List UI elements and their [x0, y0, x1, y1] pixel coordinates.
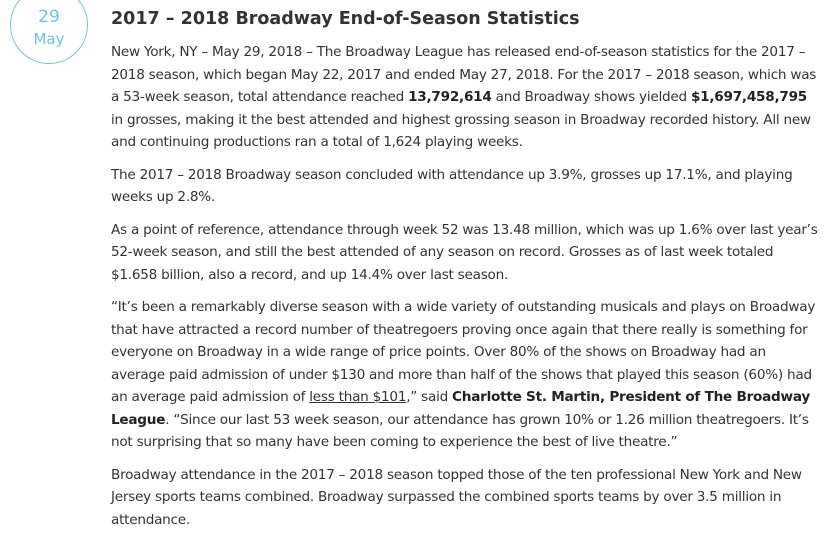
- paragraph-quote: [111, 296, 821, 454]
- speaker-name: Charlotte St. Martin, President of The Broadway League: [111, 389, 810, 428]
- paragraph-season-summary: The 2017 – 2018 Broadway season concluded with attendance up 3.9%, grosses up 17.1%, and playing weeks up 2.8%.: [111, 166, 793, 205]
- article: [111, 6, 821, 541]
- intro-text-1: New York, NY – May 29, 2018 – The Broadway League has released end-of-season statistics for the 2017 – 2018 season, which began May 22, 2017 and ended May 27, 2018. For the 2017 – 2018 season, which was a 53-week season, total attendance reached: [111, 44, 817, 105]
- intro-text-2: and Broadway shows yielded: [491, 89, 691, 105]
- total-attendance-value: 13,792,614: [408, 89, 492, 105]
- intro-text-3: in grosses, making it the best attended and highest grossing season in Broadway recorded history. All new and continuing productions ran a total of 1,624 playing weeks.: [111, 111, 811, 150]
- paragraph-sports-comparison: Broadway attendance in the 2017 – 2018 season topped those of the ten professional New York and New Jersey sports teams combined. Broadway surpassed the combined sports teams by over 3.5 million in attendance.: [111, 466, 802, 528]
- date-month: May: [33, 30, 65, 48]
- article-title: 2017 – 2018 Broadway End-of-Season Statistics: [111, 9, 580, 29]
- quote-text-2: ,” said: [406, 389, 453, 405]
- price-link[interactable]: less than $101: [309, 389, 407, 405]
- total-grosses-value: $1,697,458,795: [690, 89, 807, 105]
- paragraph-reference: As a point of reference, attendance through week 52 was 13.48 million, which was up 1.6% over last year’s 52-week season, and still the best attended of any season on record. Grosses as of last week totaled $1.658 billion, also a record, and up 14.4% over last season.: [111, 221, 818, 283]
- quote-text-3: . “Since our last 53 week season, our attendance has grown 10% or 1.26 million theatregoers. It’s not surprising that so many have been coming to experience the best of live theatre.”: [111, 411, 809, 450]
- date-day: 29: [38, 7, 60, 27]
- date-badge: [10, 0, 88, 64]
- quote-text-1: “It’s been a remarkably diverse season with a wide variety of outstanding musicals and plays on Broadway that have attracted a record number of theatregoers proving once again that there really is something for everyone on Broadway in a wide range of price points. Over 80% of the shows on Broadway had an average paid admission of under $130 and more than half of the shows that played this season (60%) had an average paid admission of: [111, 299, 816, 405]
- paragraph-intro: [111, 41, 821, 154]
